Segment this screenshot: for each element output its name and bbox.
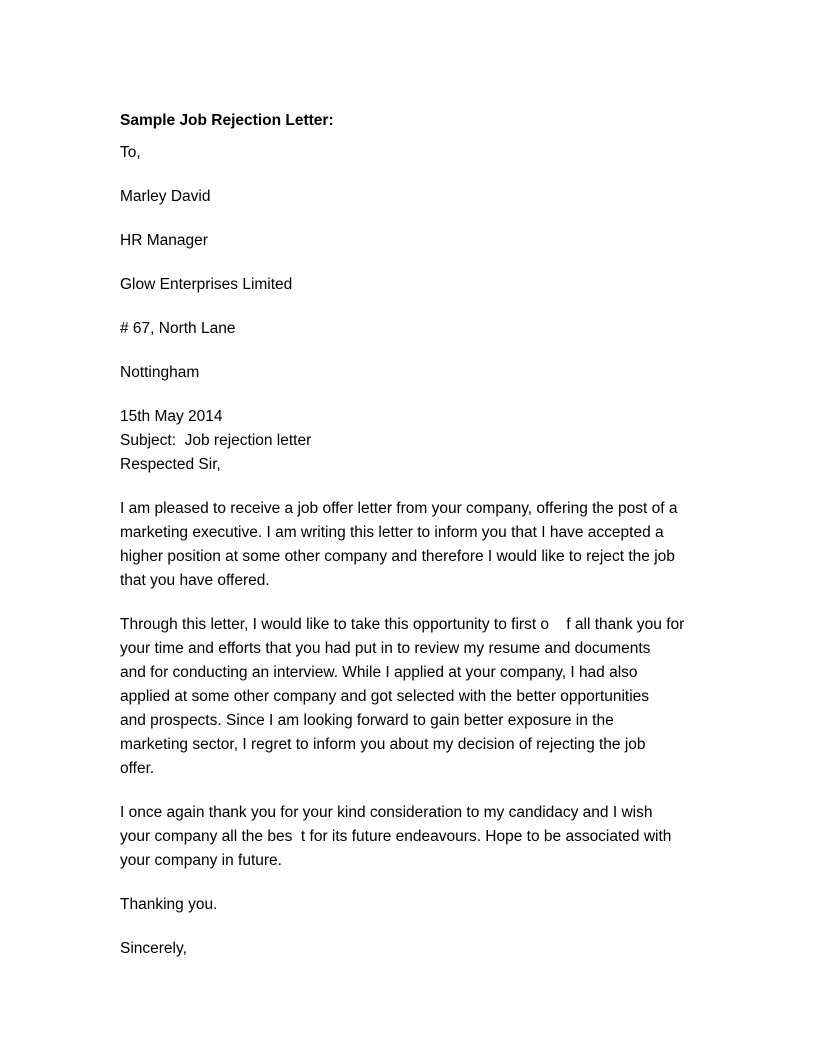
recipient-position: HR Manager: [120, 232, 208, 249]
recipient-to: To,: [120, 144, 141, 161]
paragraph-line: marketing sector, I regret to inform you about my decision of rejecting the job: [120, 736, 646, 753]
paragraph-line: applied at some other company and got selected with the better opportunities: [120, 688, 650, 705]
paragraph-line: I once again thank you for your kind consideration to my candidacy and I wish: [120, 804, 653, 821]
paragraph-line: and for conducting an interview. While I applied at your company, I had also: [120, 664, 638, 681]
recipient-city: Nottingham: [120, 364, 200, 381]
closing-signoff: Sincerely,: [120, 940, 187, 957]
letter-title: Sample Job Rejection Letter:: [120, 112, 334, 129]
closing-thanks: Thanking you.: [120, 896, 218, 913]
recipient-company: Glow Enterprises Limited: [120, 276, 293, 293]
paragraph-line: higher position at some other company and therefore I would like to reject the job: [120, 548, 675, 565]
letter-subject: Subject: Job rejection letter: [120, 432, 312, 449]
paragraph-line: offer.: [120, 760, 155, 777]
recipient-address: # 67, North Lane: [120, 320, 236, 337]
paragraph-line: and prospects. Since I am looking forward to gain better exposure in the: [120, 712, 614, 729]
body-paragraph-2: [120, 613, 700, 781]
paragraph-line: that you have offered.: [120, 572, 270, 589]
letter-date: 15th May 2014: [120, 408, 223, 425]
paragraph-line: marketing executive. I am writing this letter to inform you that I have accepted a: [120, 524, 664, 541]
paragraph-line: I am pleased to receive a job offer letter from your company, offering the post of a: [120, 500, 678, 517]
letter-salutation: Respected Sir,: [120, 456, 221, 473]
paragraph-line: your time and efforts that you had put in to review my resume and documents: [120, 640, 651, 657]
body-paragraph-1: [120, 497, 700, 593]
paragraph-line: your company in future.: [120, 852, 282, 869]
recipient-name: Marley David: [120, 188, 211, 205]
paragraph-line: your company all the bes t for its future endeavours. Hope to be associated with: [120, 828, 672, 845]
paragraph-line: Through this letter, I would like to take this opportunity to first o f all thank you for: [120, 616, 685, 633]
body-paragraph-3: [120, 801, 700, 873]
